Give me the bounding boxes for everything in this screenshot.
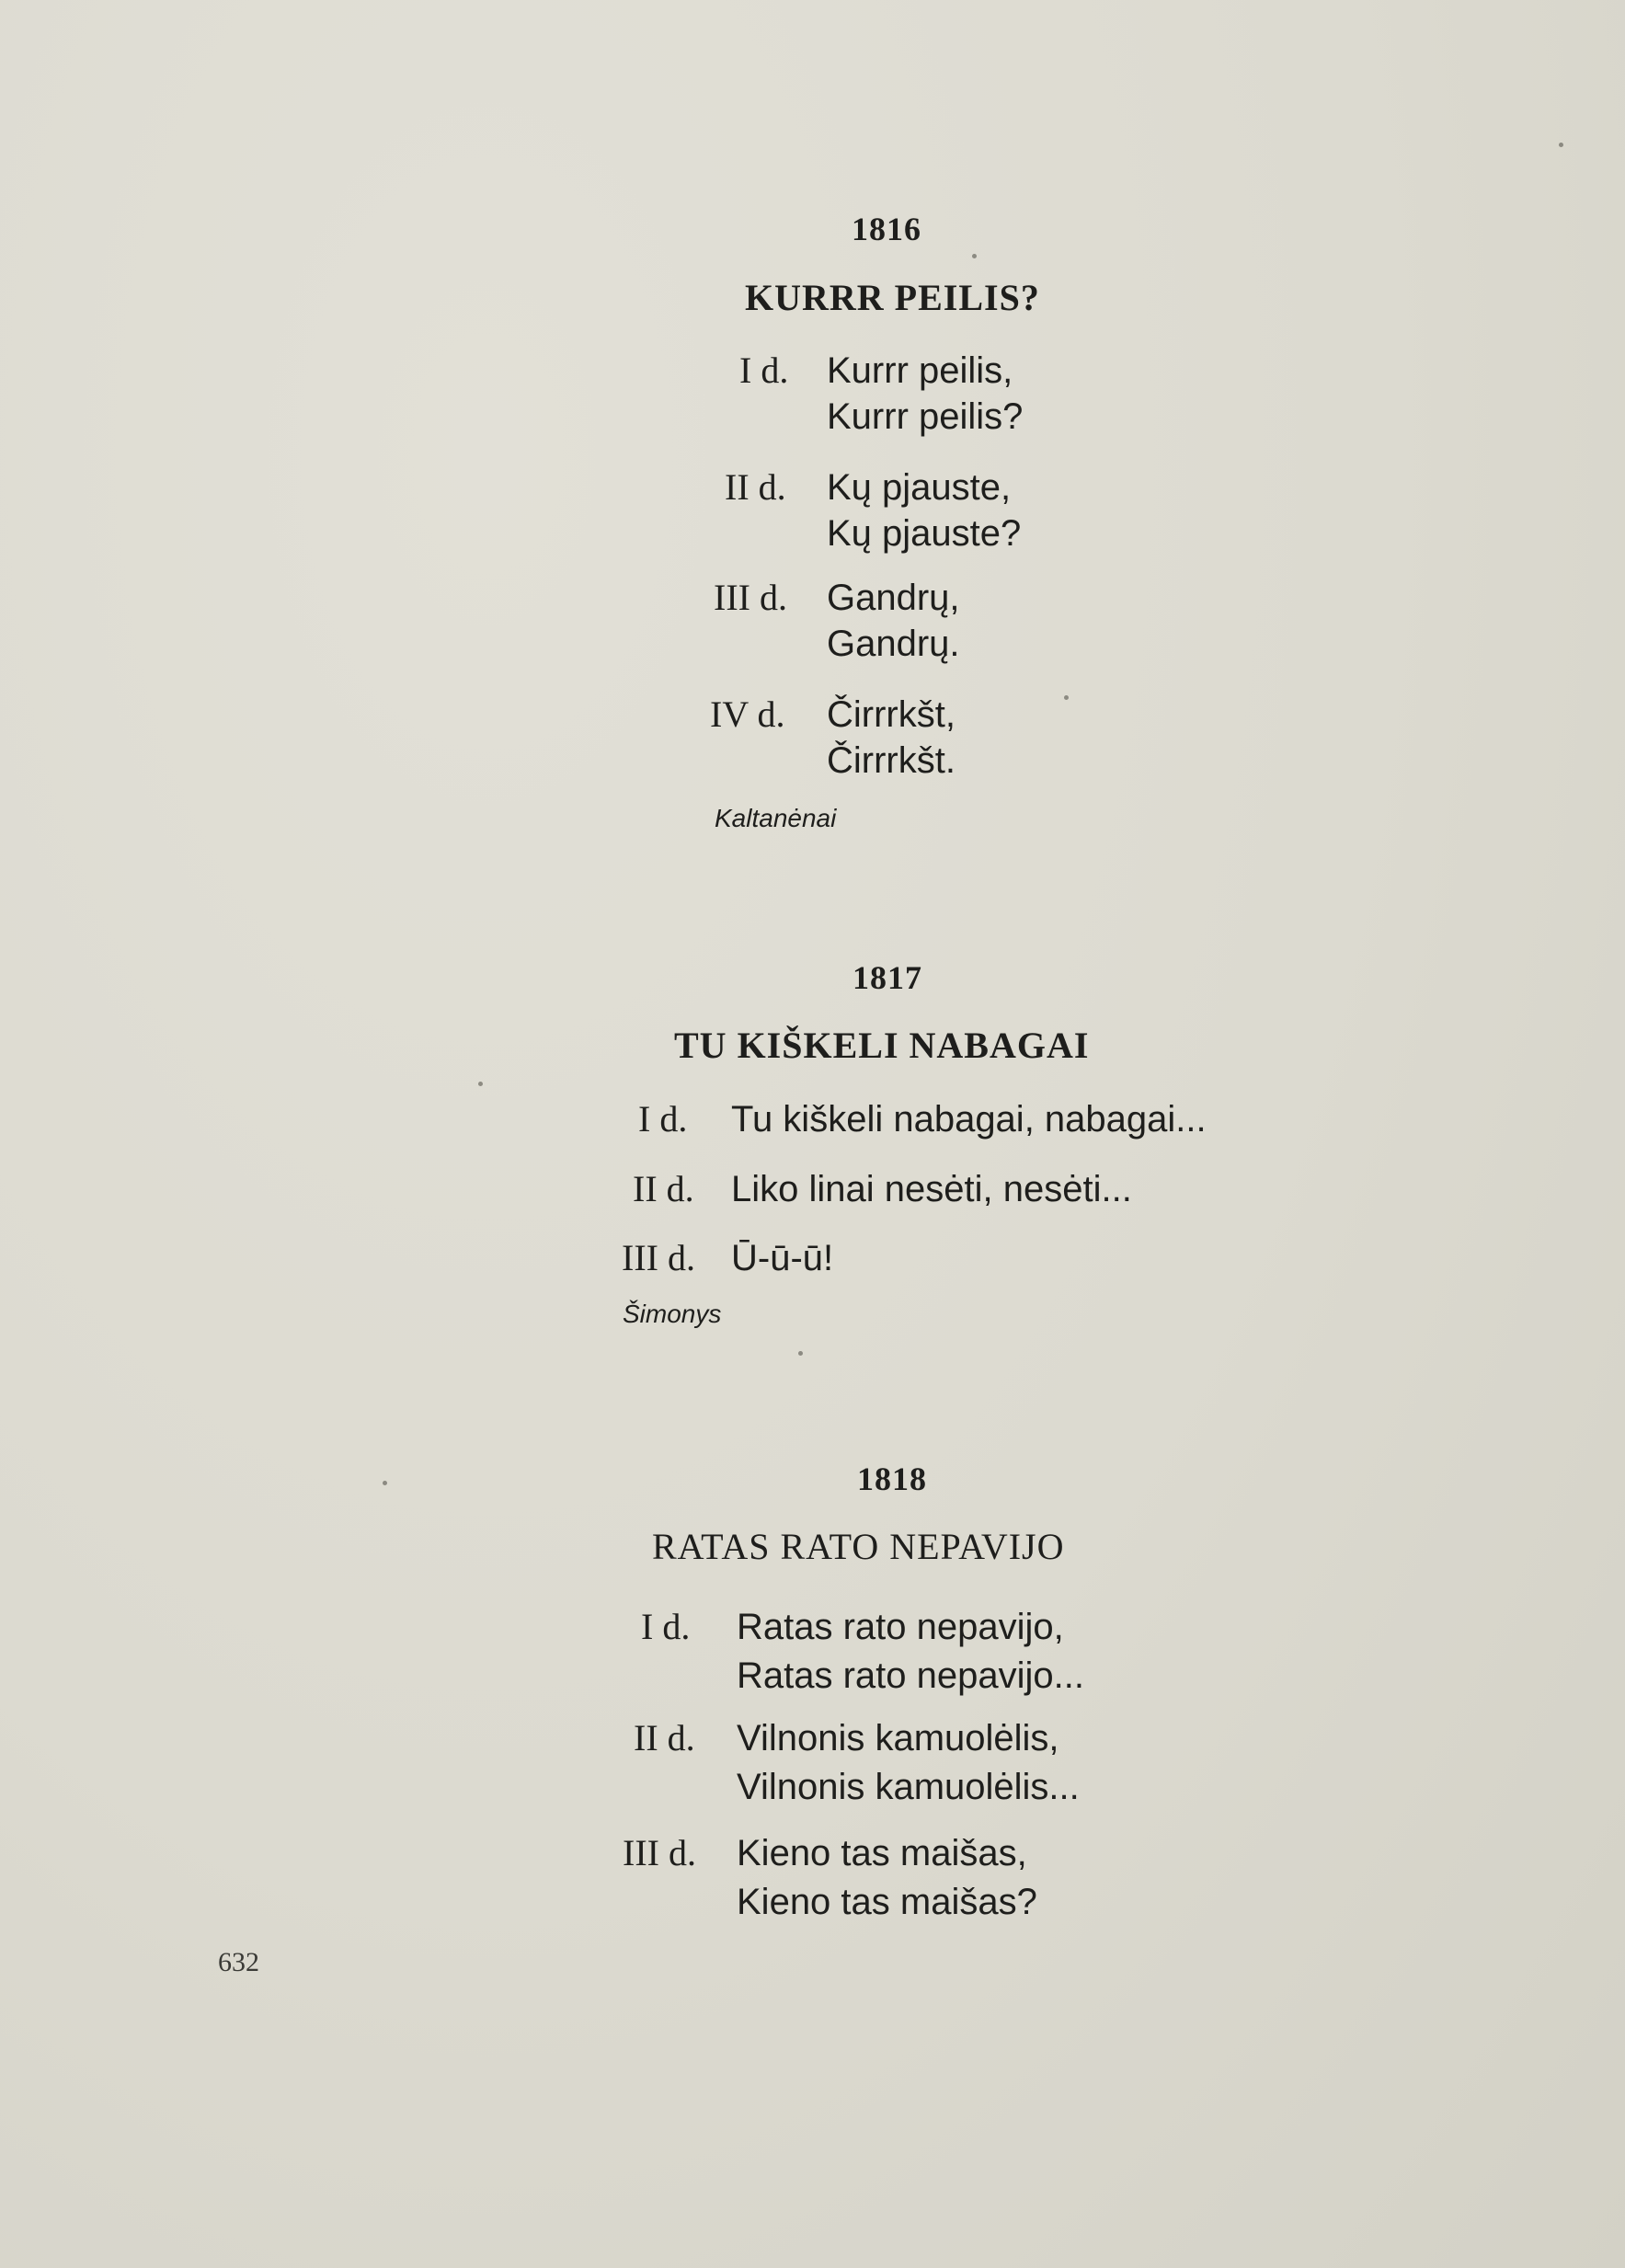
verse-line: Tu kiškeli nabagai, nabagai...: [731, 1099, 1207, 1140]
verse-line: Kieno tas maišas?: [737, 1882, 1037, 1922]
song-title: TU KIŠKELI NABAGAI: [674, 1025, 1090, 1066]
verse-line: Kų pjauste,: [827, 467, 1012, 508]
paper-speck: [383, 1481, 387, 1485]
verse-voice: II d.: [633, 1168, 694, 1209]
verse-line: Kurrr peilis,: [827, 350, 1013, 391]
verse-line: Liko linai nesėti, nesėti...: [731, 1169, 1132, 1209]
verse-line: Ratas rato nepavijo...: [737, 1655, 1084, 1696]
verse-line: Čirrrkšt.: [827, 740, 956, 781]
song-title: KURRR PEILIS?: [745, 277, 1040, 318]
verse-voice: I d.: [638, 1098, 688, 1140]
song-number: 1816: [852, 211, 921, 247]
collection-place: Šimonys: [623, 1300, 722, 1328]
paper-speck: [1064, 695, 1069, 700]
paper-speck: [478, 1082, 483, 1086]
verse-line: Gandrų.: [827, 624, 960, 664]
verse-line: Kieno tas maišas,: [737, 1833, 1027, 1873]
verse-line: Vilnonis kamuolėlis,: [737, 1718, 1059, 1758]
paper-speck: [798, 1351, 803, 1356]
verse-voice: IV d.: [710, 693, 785, 735]
song-number: 1818: [857, 1460, 927, 1497]
verse-voice: I d.: [641, 1606, 691, 1647]
paper-speck: [1559, 143, 1563, 147]
verse-line: Ū-ū-ū!: [731, 1238, 834, 1278]
verse-line: Ratas rato nepavijo,: [737, 1607, 1064, 1647]
verse-line: Kų pjauste?: [827, 513, 1022, 554]
verse-voice: II d.: [634, 1717, 695, 1758]
verse-voice: II d.: [725, 466, 786, 508]
song-number: 1817: [853, 959, 922, 996]
verse-voice: III d.: [622, 1237, 695, 1278]
verse-voice: III d.: [714, 577, 787, 618]
verse-line: Kurrr peilis?: [827, 396, 1024, 437]
collection-place: Kaltanėnai: [715, 804, 837, 832]
song-title: RATAS RATO NEPAVIJO: [652, 1526, 1065, 1567]
verse-line: Čirrrkšt,: [827, 694, 956, 735]
verse-voice: III d.: [623, 1832, 696, 1873]
verse-line: Gandrų,: [827, 578, 960, 618]
verse-voice: I d.: [739, 349, 789, 391]
paper-speck: [972, 254, 977, 258]
page-number: 632: [218, 1947, 259, 1977]
verse-line: Vilnonis kamuolėlis...: [737, 1767, 1080, 1807]
